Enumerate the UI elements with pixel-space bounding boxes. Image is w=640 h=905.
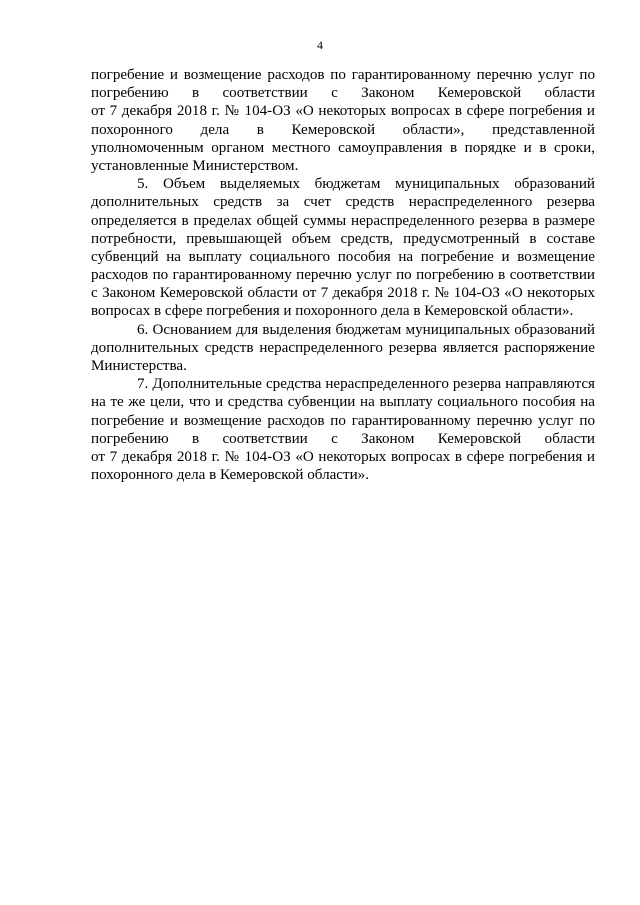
- text-line: дополнительных средств за счет средств нераспределенного резерва: [91, 194, 595, 211]
- text-line: дополнительных средств нераспределенного резерва является распоряжение: [91, 339, 595, 356]
- text-line: похоронного дела в Кемеровской области», представленной: [91, 121, 595, 138]
- text-line: от 7 декабря 2018 г. № 104-ОЗ «О некоторых вопросах в сфере погребения и: [91, 448, 595, 465]
- text-line: определяется в пределах общей суммы нераспределенного резерва в размере: [91, 212, 595, 229]
- text-line: установленные Министерством.: [91, 157, 299, 174]
- text-line: на те же цели, что и средства субвенции на выплату социального пособия на: [91, 394, 595, 411]
- text-line: погребению в соответствии с Законом Кемеровской области: [91, 85, 595, 102]
- text-line: погребение и возмещение расходов по гарантированному перечню услуг по: [91, 67, 595, 83]
- text-line: 7. Дополнительные средства нераспределенного резерва направляются: [137, 376, 595, 393]
- text-line: погребению в соответствии с Законом Кемеровской области: [91, 430, 595, 447]
- text-line: уполномоченным органом местного самоуправления в порядке и в сроки,: [91, 139, 595, 156]
- text-line: расходов по гарантированному перечню услуг по погребению в соответствии: [91, 267, 595, 284]
- page-number: 4: [317, 38, 323, 52]
- text-line: потребности, превышающей объем средств, предусмотренный в составе: [91, 230, 595, 247]
- text-line: погребение и возмещение расходов по гарантированному перечню услуг по: [91, 412, 595, 429]
- text-line: 5. Объем выделяемых бюджетам муниципальных образований: [137, 176, 595, 193]
- text-line: от 7 декабря 2018 г. № 104-ОЗ «О некоторых вопросах в сфере погребения и: [91, 103, 595, 120]
- document-body: [91, 66, 595, 484]
- text-line: с Законом Кемеровской области от 7 декабря 2018 г. № 104-ОЗ «О некоторых: [91, 285, 595, 302]
- text-line: 6. Основанием для выделения бюджетам муниципальных образований: [137, 321, 595, 338]
- text-line: субвенций на выплату социального пособия на погребение и возмещение: [91, 248, 595, 265]
- text-line: вопросах в сфере погребения и похоронного дела в Кемеровской области».: [91, 303, 574, 320]
- text-line: похоронного дела в Кемеровской области».: [91, 467, 369, 484]
- text-line: Министерства.: [91, 358, 187, 374]
